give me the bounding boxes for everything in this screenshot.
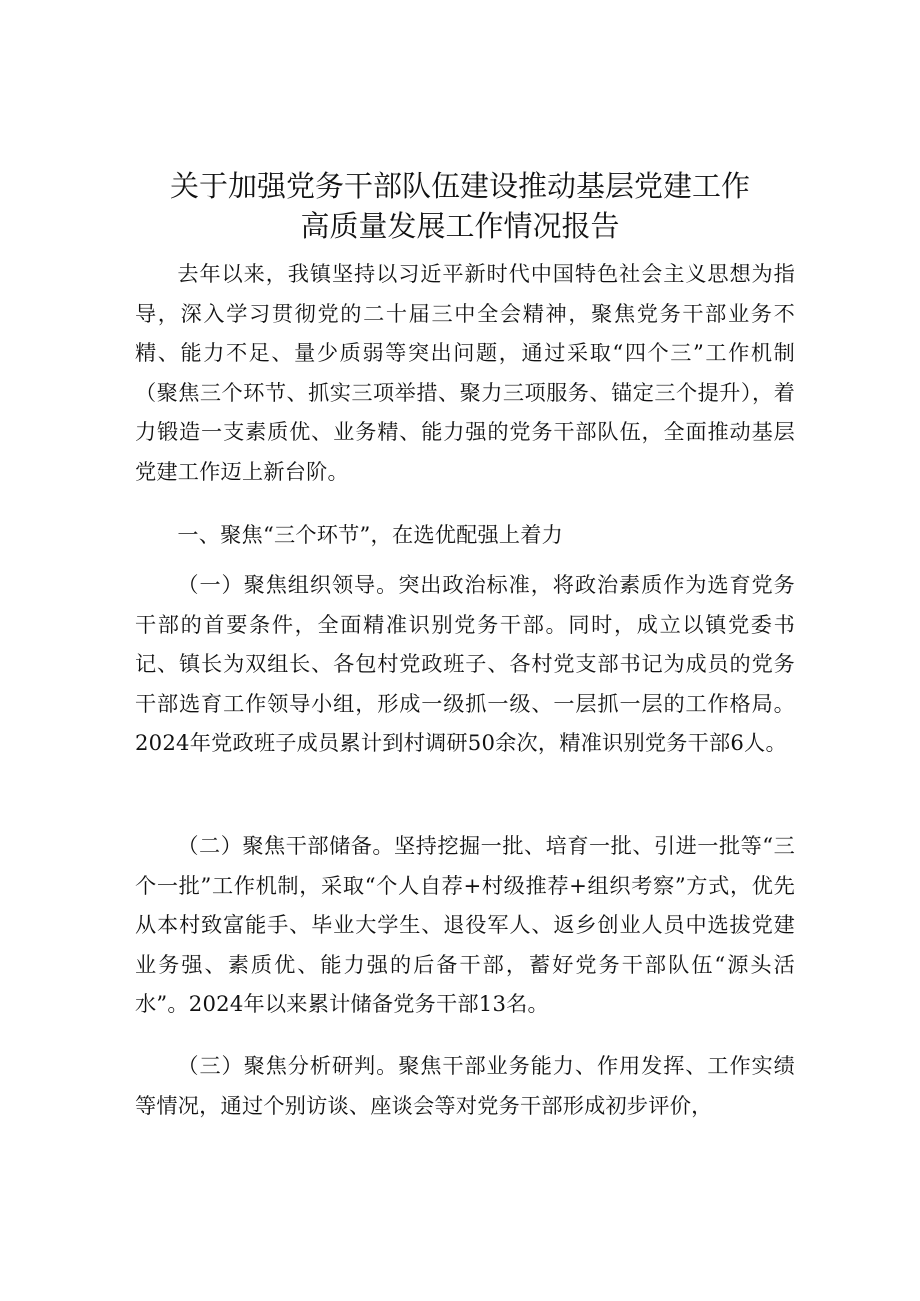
subsection-paragraph-3: （三）聚焦分析研判。聚焦干部业务能力、作用发挥、工作实绩等情况，通过个别访谈、座谈会等对党务干部形成初步评价， (135, 1053, 795, 1118)
section-heading-1: 一、聚焦“三个环节”，在选优配强上着力 (177, 522, 564, 547)
subsection-paragraph-2: （二）聚焦干部储备。坚持挖掘一批、培育一批、引进一批等“三个一批”工作机制，采取“个人自荐+村级推荐+组织考察”方式，优先从本村致富能手、毕业大学生、退役军人、返乡创业人员中选拔党建业务强、素质优、能力强的后备干部，蓄好党务干部队伍“源头活水”。2024年以来累计储备党务干部13名。 (135, 833, 795, 1017)
document-title-line-2: 高质量发展工作情况报告 (300, 209, 620, 243)
document-title-line-1: 关于加强党务干部队伍建设推动基层党建工作 (169, 169, 750, 203)
subsection-paragraph-1: （一）聚焦组织领导。突出政治标准，将政治素质作为选育党务干部的首要条件，全面精准识别党务干部。同时，成立以镇党委书记、镇长为双组长、各包村党政班子、各村党支部书记为成员的党务干部选育工作领导小组，形成一级抓一级、一层抓一层的工作格局。2024年党政班子成员累计到村调研50余次，精准识别党务干部6人。 (135, 572, 795, 756)
intro-paragraph: 去年以来，我镇坚持以习近平新时代中国特色社会主义思想为指导，深入学习贯彻党的二十届三中全会精神，聚焦党务干部业务不精、能力不足、量少质弱等突出问题，通过采取“四个三”工作机制（聚焦三个环节、抓实三项举措、聚力三项服务、锚定三个提升），着力锻造一支素质优、业务精、能力强的党务干部队伍，全面推动基层党建工作迈上新台阶。 (135, 261, 795, 484)
